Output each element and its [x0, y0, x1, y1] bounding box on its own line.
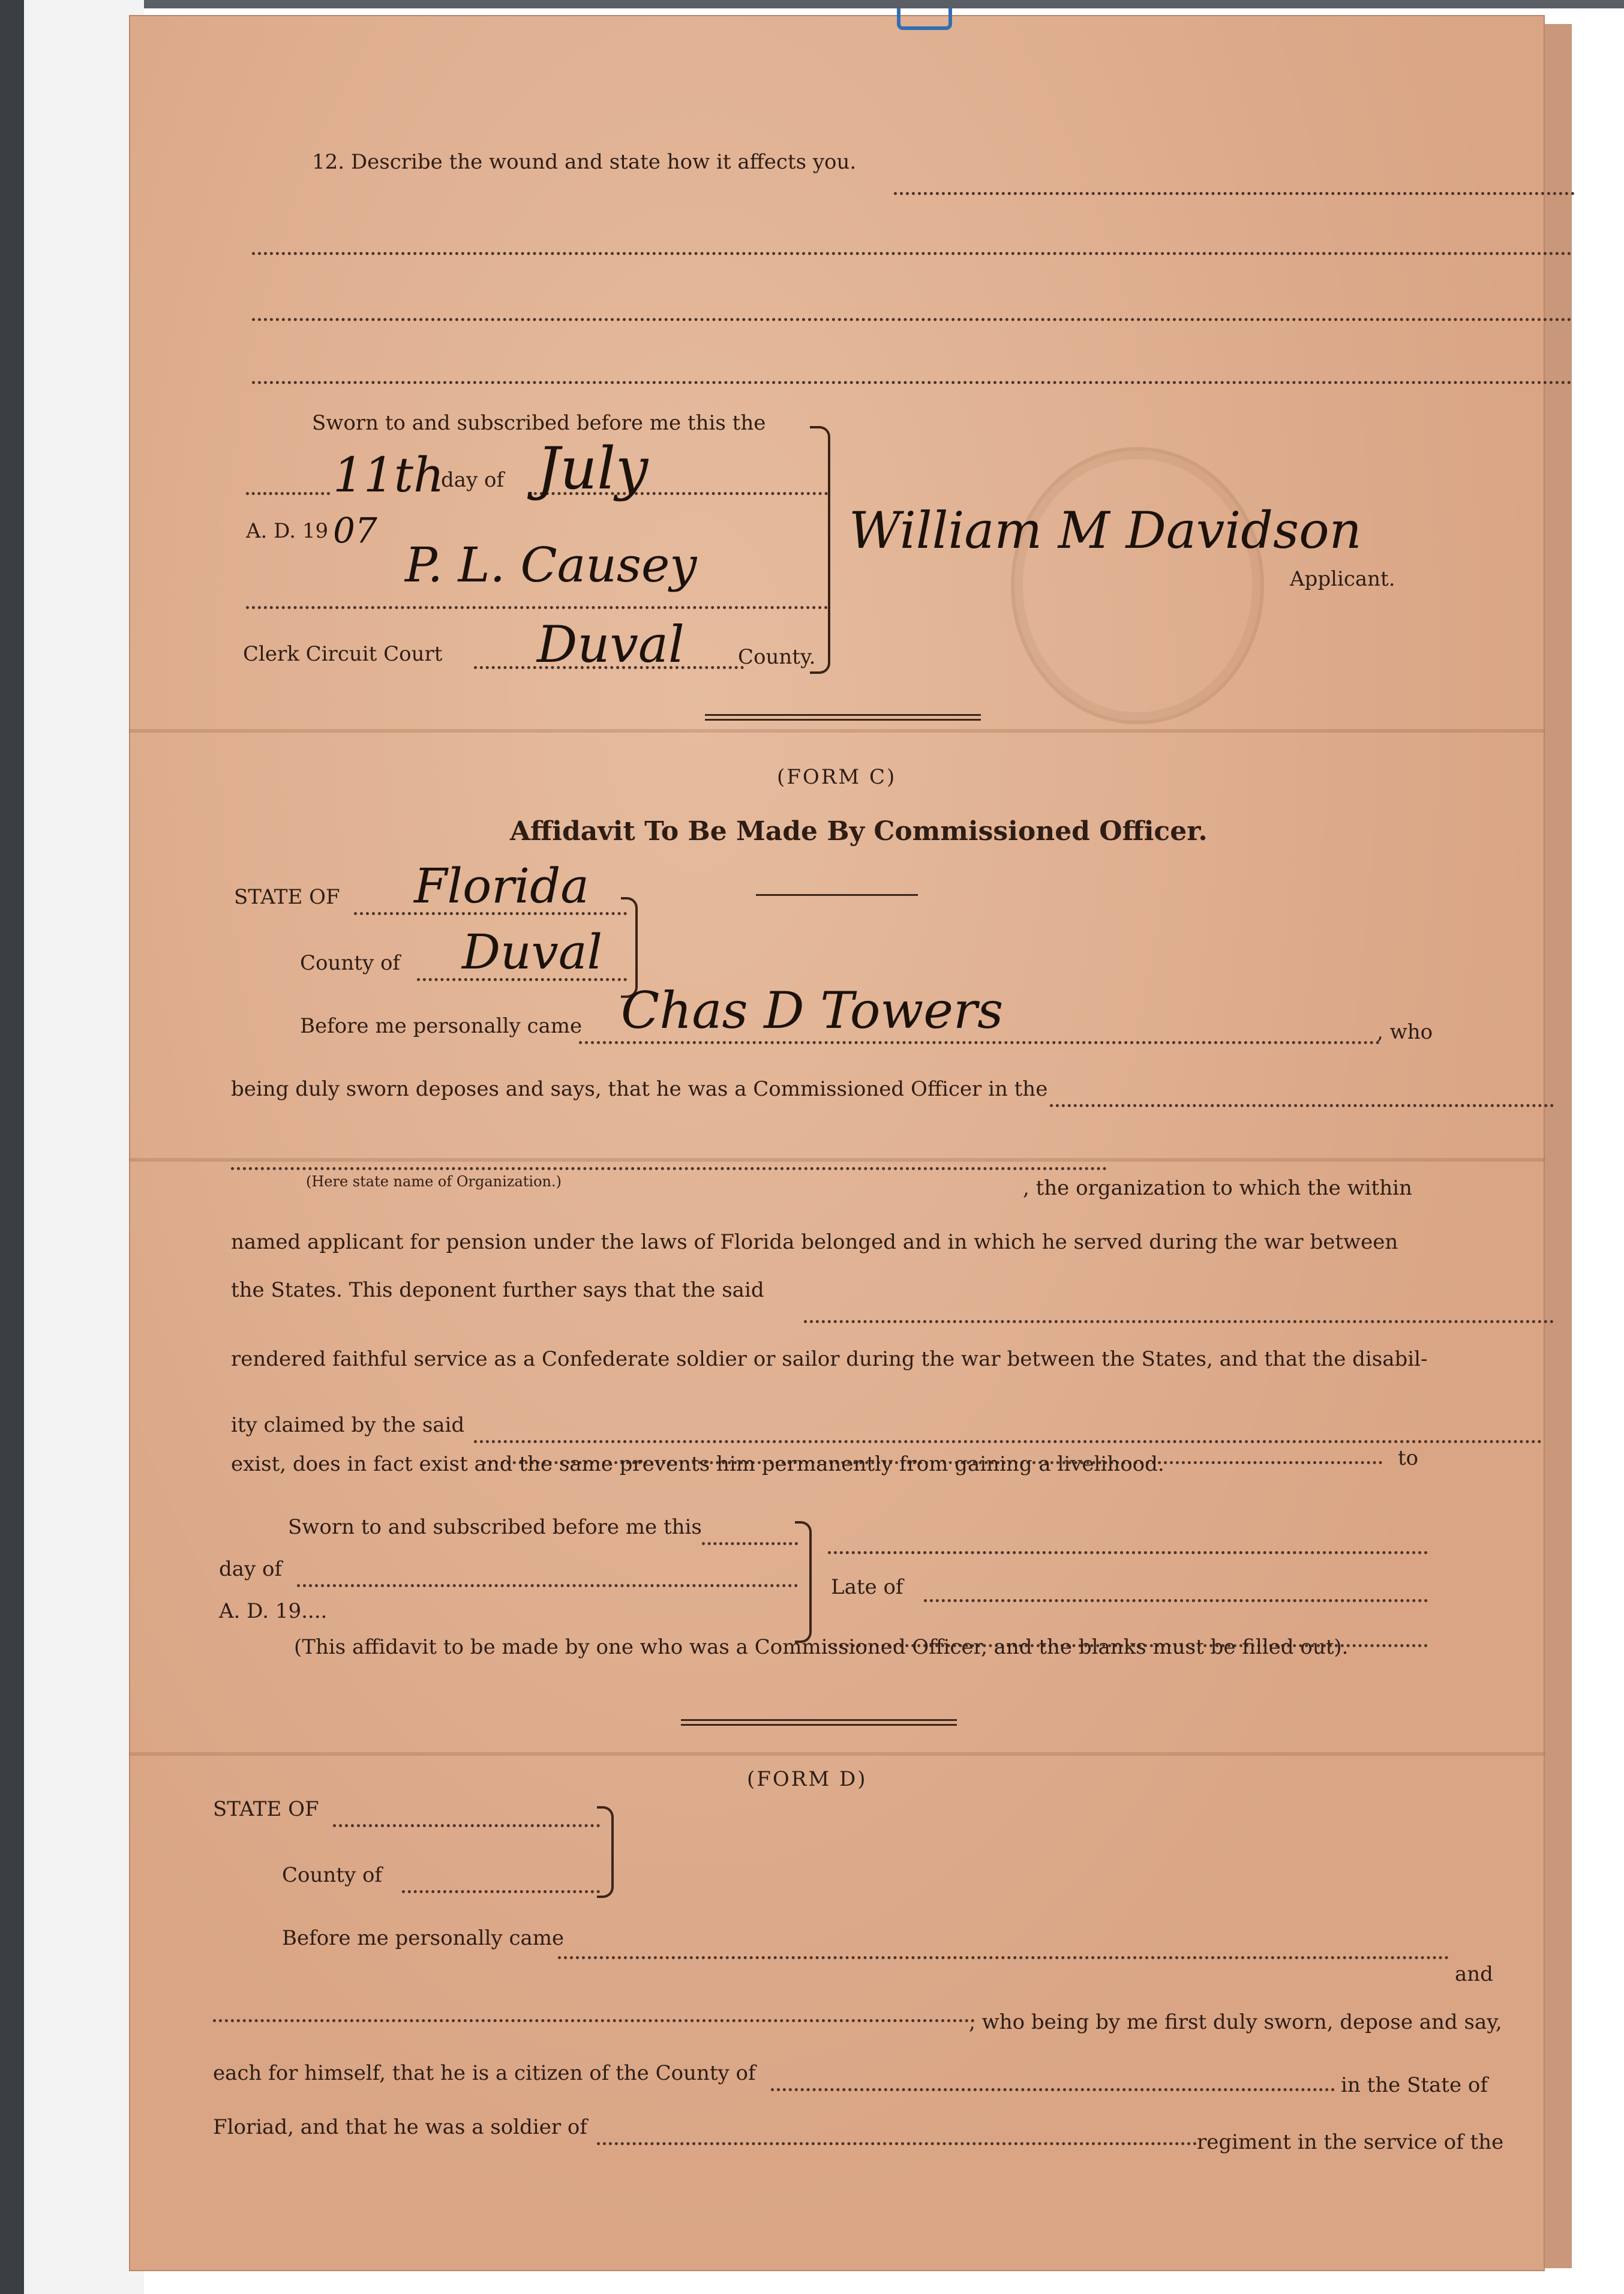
q12-blank-3 [252, 318, 1572, 321]
form-c-line-6: ity claimed by the said [231, 1413, 465, 1437]
form-c-sworn-day-blank [702, 1542, 798, 1545]
form-d-line-4-tail: regiment in the service of the [1197, 2130, 1504, 2154]
form-c-line-7: exist, does in fact exist and the same prevents him permanently from gaining a livelihood. [231, 1452, 1164, 1476]
form-c-org-blank-1 [1050, 1104, 1554, 1107]
q12-blank-1 [894, 192, 1575, 195]
fold-line-3 [129, 1752, 1545, 1756]
form-d-line-3-tail: in the State of [1341, 2073, 1488, 2097]
q12-blank-2 [252, 252, 1572, 255]
sworn-day-handwriting: 11th [333, 447, 445, 503]
q12-blank-4 [252, 381, 1572, 384]
county-label: County. [738, 645, 816, 669]
sworn-year-handwriting: 07 [333, 510, 377, 551]
form-d-county-citizen-blank [771, 2088, 1335, 2091]
form-c-late-of-blank [924, 1599, 1428, 1602]
form-d-name-blank-2 [213, 2019, 975, 2022]
form-c-ad: A. D. 19.... [219, 1599, 328, 1623]
sworn-month-handwriting: July [537, 435, 649, 502]
form-d-county-blank [402, 1890, 600, 1893]
form-c-disability-blank [474, 1440, 1542, 1443]
form-d-label: (FORM D) [747, 1767, 867, 1791]
form-c-late-of: Late of [831, 1575, 903, 1599]
form-d-state-blank [333, 1824, 600, 1827]
form-d-county-label: County of [282, 1863, 383, 1887]
form-d-state-label: STATE OF [213, 1797, 319, 1821]
scan-left-border [0, 0, 24, 2294]
form-c-day-of: day of [219, 1557, 283, 1581]
sworn-day-blank [246, 492, 330, 495]
form-c-line-3: named applicant for pension under the laws of Florida belonged and in which he served during the war between [231, 1230, 1398, 1254]
form-c-title-rule [756, 894, 918, 896]
fold-line-1 [129, 729, 1545, 733]
form-c-to: to [1398, 1446, 1419, 1470]
ad-label: A. D. 19 [246, 519, 329, 543]
form-d-name-blank [558, 1956, 1449, 1959]
scan-left-margin [24, 0, 144, 2294]
form-d-regiment-blank [597, 2142, 1197, 2145]
clerk-signature-blank [246, 606, 828, 609]
form-d-state-brace [597, 1806, 614, 1898]
form-c-title: Affidavit To Be Made By Commissioned Officer. [510, 816, 1208, 847]
document-page [129, 15, 1545, 2271]
form-c-org-blank-2 [231, 1167, 1107, 1170]
form-c-state-label: STATE OF [234, 885, 340, 909]
form-c-label: (FORM C) [777, 765, 897, 789]
scan-top-border [0, 0, 1624, 8]
form-c-sworn: Sworn to and subscribed before me this [288, 1515, 702, 1539]
form-c-said-blank [804, 1320, 1554, 1323]
question-12: 12. Describe the wound and state how it affects you. [312, 150, 857, 174]
form-c-month-blank [297, 1584, 798, 1587]
applicant-label: Applicant. [1290, 567, 1395, 591]
form-c-org-note: (Here state name of Organization.) [306, 1173, 562, 1190]
section-divider-1 [705, 714, 981, 721]
form-c-before-me: Before me personally came [300, 1014, 583, 1038]
form-c-note: (This affidavit to be made by one who was a Commissioned Officer, and the blanks must be filled out). [294, 1635, 1349, 1659]
form-c-officer-sign-blank [828, 1551, 1428, 1554]
form-c-line-2-tail: , the organization to which the within [1023, 1176, 1412, 1200]
form-d-line-4: Floriad, and that he was a soldier of [213, 2115, 587, 2139]
binder-clip [897, 8, 952, 30]
form-c-county-label: County of [300, 951, 401, 975]
day-of-label: day of [441, 468, 505, 492]
form-d-and: and [1455, 1962, 1493, 1986]
sworn-text: Sworn to and subscribed before me this the [312, 411, 766, 435]
fold-line-2 [129, 1158, 1545, 1162]
applicant-signature: William M Davidson [849, 501, 1362, 560]
form-c-line-4: the States. This deponent further says that the said [231, 1278, 764, 1302]
clerk-label: Clerk Circuit Court [243, 642, 443, 666]
form-c-county-handwriting: Duval [462, 924, 603, 980]
county-handwriting: Duval [537, 615, 685, 674]
form-d-before-me: Before me personally came [282, 1926, 565, 1950]
form-c-officer-blank [579, 1041, 1380, 1044]
clerk-signature: P. L. Causey [405, 537, 697, 593]
form-c-state-handwriting: Florida [414, 858, 589, 914]
form-d-line-2-tail: , who being by me first duly sworn, depose and say, [969, 2010, 1502, 2034]
form-c-who: , who [1377, 1020, 1433, 1044]
form-c-officer-handwriting: Chas D Towers [621, 981, 1004, 1040]
form-d-line-3: each for himself, that he is a citizen of the County of [213, 2061, 756, 2085]
form-c-line-5: rendered faithful service as a Confederate soldier or sailor during the war between the States, and that the disabil- [231, 1347, 1428, 1371]
embossed-seal [1011, 447, 1264, 724]
form-c-sworn-brace [795, 1521, 812, 1643]
section-divider-2 [681, 1719, 957, 1726]
sworn-brace [810, 426, 830, 674]
form-c-line-1: being duly sworn deposes and says, that he was a Commissioned Officer in the [231, 1077, 1048, 1101]
